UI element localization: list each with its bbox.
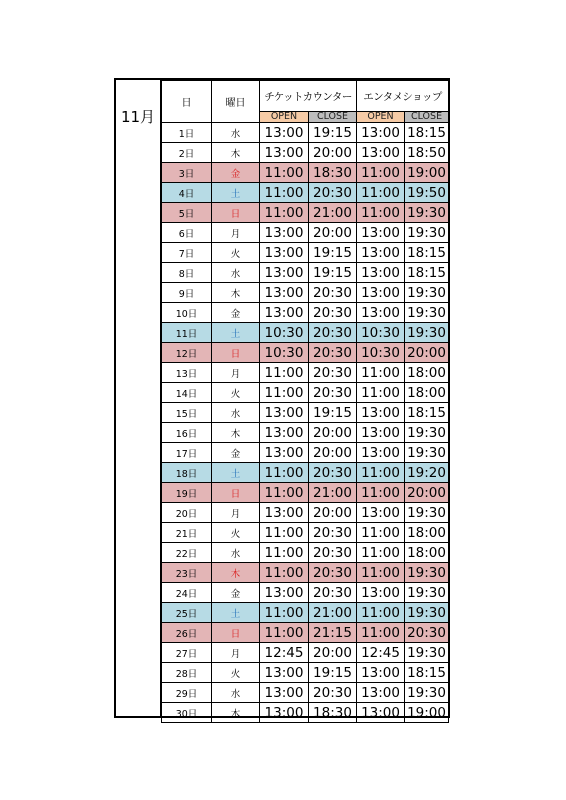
weekday-cell: 水 bbox=[212, 683, 260, 703]
shop-open-cell: 13:00 bbox=[357, 443, 405, 463]
ticket-close-cell: 20:30 bbox=[309, 283, 357, 303]
shop-close-cell: 19:30 bbox=[405, 583, 449, 603]
shop-open-cell: 11:00 bbox=[357, 543, 405, 563]
weekday-cell: 火 bbox=[212, 243, 260, 263]
header-shop-close: CLOSE bbox=[405, 112, 449, 123]
shop-close-cell: 19:30 bbox=[405, 283, 449, 303]
ticket-open-cell: 10:30 bbox=[260, 343, 309, 363]
day-cell: 19日 bbox=[162, 483, 212, 503]
shop-close-cell: 19:50 bbox=[405, 183, 449, 203]
schedule-row bbox=[162, 703, 449, 723]
schedule-row bbox=[162, 643, 449, 663]
shop-open-cell: 12:45 bbox=[357, 643, 405, 663]
day-cell: 24日 bbox=[162, 583, 212, 603]
weekday-cell: 木 bbox=[212, 563, 260, 583]
shop-open-cell: 10:30 bbox=[357, 323, 405, 343]
schedule-row bbox=[162, 183, 449, 203]
shop-close-cell: 19:30 bbox=[405, 503, 449, 523]
weekday-cell: 火 bbox=[212, 523, 260, 543]
weekday-cell: 月 bbox=[212, 363, 260, 383]
shop-open-cell: 13:00 bbox=[357, 263, 405, 283]
day-cell: 20日 bbox=[162, 503, 212, 523]
header-enta-shop: エンタメショップ bbox=[357, 81, 449, 112]
shop-open-cell: 13:00 bbox=[357, 663, 405, 683]
weekday-cell: 月 bbox=[212, 223, 260, 243]
shop-open-cell: 11:00 bbox=[357, 463, 405, 483]
ticket-close-cell: 20:30 bbox=[309, 363, 357, 383]
schedule-row bbox=[162, 663, 449, 683]
ticket-open-cell: 13:00 bbox=[260, 123, 309, 143]
day-cell: 28日 bbox=[162, 663, 212, 683]
ticket-open-cell: 11:00 bbox=[260, 523, 309, 543]
weekday-cell: 金 bbox=[212, 583, 260, 603]
weekday-cell: 日 bbox=[212, 343, 260, 363]
shop-open-cell: 11:00 bbox=[357, 363, 405, 383]
ticket-close-cell: 21:15 bbox=[309, 623, 357, 643]
shop-close-cell: 19:30 bbox=[405, 223, 449, 243]
ticket-open-cell: 11:00 bbox=[260, 623, 309, 643]
shop-close-cell: 19:30 bbox=[405, 443, 449, 463]
shop-open-cell: 11:00 bbox=[357, 203, 405, 223]
month-column bbox=[116, 80, 161, 716]
ticket-close-cell: 18:30 bbox=[309, 703, 357, 723]
ticket-close-cell: 20:30 bbox=[309, 563, 357, 583]
schedule-row bbox=[162, 483, 449, 503]
ticket-close-cell: 20:30 bbox=[309, 463, 357, 483]
weekday-cell: 日 bbox=[212, 483, 260, 503]
header-ticket-close: CLOSE bbox=[309, 112, 357, 123]
day-cell: 14日 bbox=[162, 383, 212, 403]
ticket-open-cell: 11:00 bbox=[260, 183, 309, 203]
schedule-row bbox=[162, 223, 449, 243]
weekday-cell: 月 bbox=[212, 503, 260, 523]
shop-close-cell: 19:30 bbox=[405, 603, 449, 623]
day-cell: 5日 bbox=[162, 203, 212, 223]
ticket-close-cell: 20:00 bbox=[309, 143, 357, 163]
weekday-cell: 水 bbox=[212, 543, 260, 563]
day-cell: 29日 bbox=[162, 683, 212, 703]
shop-open-cell: 11:00 bbox=[357, 163, 405, 183]
ticket-close-cell: 20:30 bbox=[309, 683, 357, 703]
ticket-close-cell: 20:30 bbox=[309, 303, 357, 323]
ticket-close-cell: 20:00 bbox=[309, 643, 357, 663]
day-cell: 4日 bbox=[162, 183, 212, 203]
shop-close-cell: 19:30 bbox=[405, 303, 449, 323]
ticket-open-cell: 11:00 bbox=[260, 363, 309, 383]
ticket-close-cell: 19:15 bbox=[309, 663, 357, 683]
schedule-row bbox=[162, 263, 449, 283]
schedule-row bbox=[162, 323, 449, 343]
weekday-cell: 水 bbox=[212, 403, 260, 423]
shop-close-cell: 18:50 bbox=[405, 143, 449, 163]
day-cell: 10日 bbox=[162, 303, 212, 323]
weekday-cell: 金 bbox=[212, 163, 260, 183]
schedule-row bbox=[162, 123, 449, 143]
schedule-row bbox=[162, 383, 449, 403]
shop-open-cell: 11:00 bbox=[357, 183, 405, 203]
schedule-row bbox=[162, 603, 449, 623]
header-ticket-open: OPEN bbox=[260, 112, 309, 123]
weekday-cell: 火 bbox=[212, 663, 260, 683]
ticket-close-cell: 20:30 bbox=[309, 183, 357, 203]
schedule-row bbox=[162, 623, 449, 643]
ticket-close-cell: 20:30 bbox=[309, 383, 357, 403]
header-day: 日 bbox=[162, 81, 212, 123]
schedule-row bbox=[162, 203, 449, 223]
weekday-cell: 日 bbox=[212, 203, 260, 223]
schedule-row bbox=[162, 523, 449, 543]
weekday-cell: 月 bbox=[212, 643, 260, 663]
weekday-cell: 水 bbox=[212, 123, 260, 143]
schedule-rows bbox=[162, 123, 449, 723]
day-cell: 30日 bbox=[162, 703, 212, 723]
shop-open-cell: 11:00 bbox=[357, 523, 405, 543]
ticket-close-cell: 19:15 bbox=[309, 243, 357, 263]
month-label: 11月 bbox=[120, 108, 156, 126]
shop-close-cell: 19:30 bbox=[405, 423, 449, 443]
header-ticket-counter: チケットカウンター bbox=[260, 81, 357, 112]
ticket-close-cell: 21:00 bbox=[309, 603, 357, 623]
shop-open-cell: 11:00 bbox=[357, 483, 405, 503]
schedule-row bbox=[162, 423, 449, 443]
shop-close-cell: 19:30 bbox=[405, 323, 449, 343]
schedule-row bbox=[162, 583, 449, 603]
ticket-open-cell: 11:00 bbox=[260, 163, 309, 183]
header-shop-open: OPEN bbox=[357, 112, 405, 123]
schedule-row bbox=[162, 443, 449, 463]
shop-open-cell: 11:00 bbox=[357, 563, 405, 583]
shop-open-cell: 11:00 bbox=[357, 623, 405, 643]
day-cell: 13日 bbox=[162, 363, 212, 383]
shop-open-cell: 10:30 bbox=[357, 343, 405, 363]
day-cell: 9日 bbox=[162, 283, 212, 303]
schedule-row bbox=[162, 143, 449, 163]
schedule-row bbox=[162, 343, 449, 363]
weekday-cell: 土 bbox=[212, 183, 260, 203]
ticket-open-cell: 13:00 bbox=[260, 243, 309, 263]
shop-open-cell: 13:00 bbox=[357, 583, 405, 603]
weekday-cell: 金 bbox=[212, 303, 260, 323]
shop-close-cell: 19:30 bbox=[405, 643, 449, 663]
shop-close-cell: 20:00 bbox=[405, 343, 449, 363]
hours-table bbox=[161, 80, 449, 723]
ticket-open-cell: 13:00 bbox=[260, 403, 309, 423]
schedule-row bbox=[162, 683, 449, 703]
ticket-close-cell: 20:30 bbox=[309, 583, 357, 603]
day-cell: 15日 bbox=[162, 403, 212, 423]
shop-open-cell: 11:00 bbox=[357, 603, 405, 623]
ticket-close-cell: 20:30 bbox=[309, 543, 357, 563]
ticket-close-cell: 19:15 bbox=[309, 263, 357, 283]
shop-open-cell: 13:00 bbox=[357, 223, 405, 243]
schedule-row bbox=[162, 283, 449, 303]
schedule-row bbox=[162, 543, 449, 563]
shop-close-cell: 18:00 bbox=[405, 363, 449, 383]
ticket-open-cell: 11:00 bbox=[260, 203, 309, 223]
shop-close-cell: 20:00 bbox=[405, 483, 449, 503]
schedule-row bbox=[162, 363, 449, 383]
schedule-row bbox=[162, 503, 449, 523]
day-cell: 23日 bbox=[162, 563, 212, 583]
ticket-open-cell: 11:00 bbox=[260, 463, 309, 483]
schedule-row bbox=[162, 563, 449, 583]
shop-open-cell: 13:00 bbox=[357, 143, 405, 163]
schedule-sheet bbox=[114, 78, 450, 721]
weekday-cell: 木 bbox=[212, 703, 260, 723]
ticket-open-cell: 13:00 bbox=[260, 703, 309, 723]
weekday-cell: 木 bbox=[212, 143, 260, 163]
weekday-cell: 火 bbox=[212, 383, 260, 403]
shop-close-cell: 20:30 bbox=[405, 623, 449, 643]
shop-open-cell: 13:00 bbox=[357, 303, 405, 323]
ticket-close-cell: 19:15 bbox=[309, 123, 357, 143]
weekday-cell: 土 bbox=[212, 603, 260, 623]
day-cell: 8日 bbox=[162, 263, 212, 283]
day-cell: 6日 bbox=[162, 223, 212, 243]
ticket-open-cell: 13:00 bbox=[260, 303, 309, 323]
day-cell: 16日 bbox=[162, 423, 212, 443]
ticket-close-cell: 20:30 bbox=[309, 323, 357, 343]
weekday-cell: 土 bbox=[212, 323, 260, 343]
ticket-open-cell: 11:00 bbox=[260, 543, 309, 563]
day-cell: 25日 bbox=[162, 603, 212, 623]
shop-close-cell: 19:00 bbox=[405, 703, 449, 723]
shop-close-cell: 18:00 bbox=[405, 383, 449, 403]
ticket-close-cell: 20:00 bbox=[309, 423, 357, 443]
ticket-open-cell: 11:00 bbox=[260, 603, 309, 623]
weekday-cell: 水 bbox=[212, 263, 260, 283]
day-cell: 2日 bbox=[162, 143, 212, 163]
day-cell: 21日 bbox=[162, 523, 212, 543]
schedule-row bbox=[162, 243, 449, 263]
shop-open-cell: 13:00 bbox=[357, 423, 405, 443]
weekday-cell: 土 bbox=[212, 463, 260, 483]
ticket-close-cell: 21:00 bbox=[309, 483, 357, 503]
ticket-open-cell: 13:00 bbox=[260, 583, 309, 603]
schedule-row bbox=[162, 463, 449, 483]
day-cell: 7日 bbox=[162, 243, 212, 263]
ticket-close-cell: 20:00 bbox=[309, 503, 357, 523]
shop-close-cell: 18:15 bbox=[405, 243, 449, 263]
day-cell: 11日 bbox=[162, 323, 212, 343]
shop-open-cell: 13:00 bbox=[357, 243, 405, 263]
shop-close-cell: 19:20 bbox=[405, 463, 449, 483]
day-cell: 27日 bbox=[162, 643, 212, 663]
ticket-open-cell: 13:00 bbox=[260, 683, 309, 703]
weekday-cell: 木 bbox=[212, 283, 260, 303]
weekday-cell: 木 bbox=[212, 423, 260, 443]
shop-close-cell: 18:15 bbox=[405, 123, 449, 143]
ticket-open-cell: 13:00 bbox=[260, 663, 309, 683]
shop-open-cell: 13:00 bbox=[357, 283, 405, 303]
ticket-open-cell: 11:00 bbox=[260, 383, 309, 403]
ticket-open-cell: 11:00 bbox=[260, 563, 309, 583]
ticket-open-cell: 13:00 bbox=[260, 423, 309, 443]
ticket-close-cell: 18:30 bbox=[309, 163, 357, 183]
shop-open-cell: 13:00 bbox=[357, 683, 405, 703]
shop-close-cell: 18:00 bbox=[405, 523, 449, 543]
day-cell: 22日 bbox=[162, 543, 212, 563]
shop-open-cell: 13:00 bbox=[357, 503, 405, 523]
shop-close-cell: 19:30 bbox=[405, 683, 449, 703]
ticket-open-cell: 13:00 bbox=[260, 283, 309, 303]
ticket-close-cell: 20:30 bbox=[309, 343, 357, 363]
ticket-open-cell: 13:00 bbox=[260, 143, 309, 163]
ticket-open-cell: 10:30 bbox=[260, 323, 309, 343]
ticket-close-cell: 20:00 bbox=[309, 223, 357, 243]
shop-open-cell: 11:00 bbox=[357, 383, 405, 403]
weekday-cell: 日 bbox=[212, 623, 260, 643]
day-cell: 3日 bbox=[162, 163, 212, 183]
ticket-open-cell: 13:00 bbox=[260, 503, 309, 523]
shop-close-cell: 18:15 bbox=[405, 663, 449, 683]
ticket-close-cell: 21:00 bbox=[309, 203, 357, 223]
ticket-open-cell: 13:00 bbox=[260, 263, 309, 283]
day-cell: 12日 bbox=[162, 343, 212, 363]
day-cell: 1日 bbox=[162, 123, 212, 143]
ticket-open-cell: 13:00 bbox=[260, 223, 309, 243]
day-cell: 18日 bbox=[162, 463, 212, 483]
ticket-open-cell: 11:00 bbox=[260, 483, 309, 503]
shop-close-cell: 19:30 bbox=[405, 563, 449, 583]
shop-open-cell: 13:00 bbox=[357, 123, 405, 143]
schedule-row bbox=[162, 303, 449, 323]
schedule-row bbox=[162, 403, 449, 423]
shop-close-cell: 18:00 bbox=[405, 543, 449, 563]
ticket-close-cell: 20:00 bbox=[309, 443, 357, 463]
day-cell: 17日 bbox=[162, 443, 212, 463]
shop-close-cell: 18:15 bbox=[405, 263, 449, 283]
day-cell: 26日 bbox=[162, 623, 212, 643]
ticket-close-cell: 20:30 bbox=[309, 523, 357, 543]
ticket-close-cell: 19:15 bbox=[309, 403, 357, 423]
header-weekday: 曜日 bbox=[212, 81, 260, 123]
shop-open-cell: 13:00 bbox=[357, 703, 405, 723]
shop-close-cell: 19:00 bbox=[405, 163, 449, 183]
shop-close-cell: 19:30 bbox=[405, 203, 449, 223]
ticket-open-cell: 13:00 bbox=[260, 443, 309, 463]
weekday-cell: 金 bbox=[212, 443, 260, 463]
shop-open-cell: 13:00 bbox=[357, 403, 405, 423]
ticket-open-cell: 12:45 bbox=[260, 643, 309, 663]
shop-close-cell: 18:15 bbox=[405, 403, 449, 423]
schedule-row bbox=[162, 163, 449, 183]
